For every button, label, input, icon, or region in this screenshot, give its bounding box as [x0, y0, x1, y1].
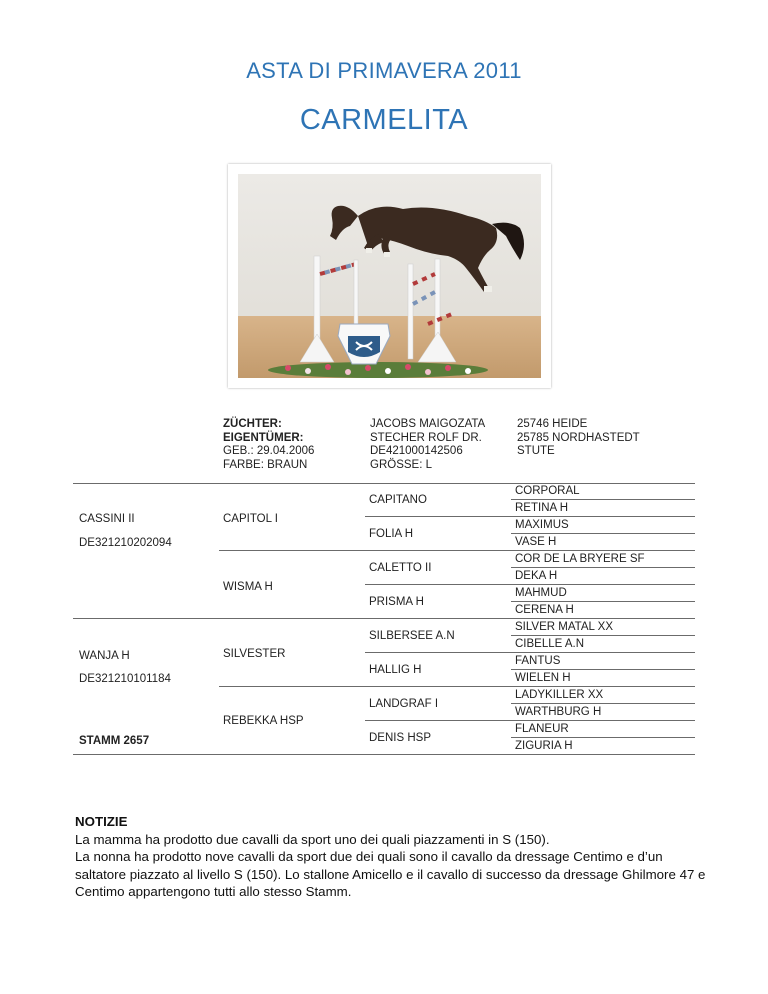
paternal-grandsire: CAPITOL I — [223, 513, 278, 525]
gen3-ancestor-7: LANDGRAF I — [369, 698, 439, 710]
gen4-ancestor-10: CIBELLE A.N — [515, 638, 585, 650]
sire-id: DE321210202094 — [79, 537, 172, 549]
pedigree-border-bottom — [73, 754, 695, 755]
gen4-ancestor-4: VASE H — [515, 536, 557, 548]
dam-id: DE321210101184 — [79, 673, 171, 685]
owner-name: STECHER ROLF DR. — [370, 431, 482, 444]
sex-label: STUTE — [517, 445, 555, 457]
notes-section — [75, 813, 715, 901]
maternal-grandsire: SILVESTER — [223, 648, 286, 660]
pedigree-divider-eighth — [365, 720, 695, 721]
gen4-ancestor-3: MAXIMUS — [515, 519, 569, 531]
pedigree-divider-eighth — [365, 652, 695, 653]
paternal-granddam: WISMA H — [223, 581, 273, 593]
gen4-ancestor-1: CORPORAL — [515, 485, 580, 497]
pedigree-divider-sixteenth — [511, 567, 695, 568]
pedigree-divider-half — [73, 618, 695, 619]
owner-location: 25785 NORDHASTEDT — [517, 431, 640, 444]
gen4-ancestor-7: MAHMUD — [515, 587, 567, 599]
pedigree-divider-sixteenth — [511, 703, 695, 704]
gen3-ancestor-8: DENIS HSP — [369, 732, 431, 744]
gen3-ancestor-4: PRISMA H — [369, 596, 424, 608]
maternal-granddam: REBEKKA HSP — [223, 715, 304, 727]
notes-paragraph-1: La mamma ha prodotto due cavalli da sport uno dei quali piazzamenti in S (150). — [75, 831, 550, 847]
pedigree-divider-eighth — [365, 516, 695, 517]
info-names — [370, 418, 485, 472]
gen4-ancestor-5: COR DE LA BRYERE SF — [515, 553, 645, 565]
color-label: FARBE: BRAUN — [223, 458, 308, 471]
breeder-name: JACOBS MAIGOZATA — [370, 418, 486, 430]
pedigree-divider-sixteenth — [511, 533, 695, 534]
breeder-location: 25746 HEIDE — [517, 418, 588, 430]
dam-name: WANJA H — [79, 650, 130, 662]
gen4-ancestor-8: CERENA H — [515, 604, 574, 616]
info-labels — [223, 418, 314, 472]
pedigree-divider-quarter — [219, 550, 695, 551]
size-label: GRÖSSE: L — [370, 458, 432, 471]
horse-photo — [228, 164, 551, 388]
birth-date: GEB.: 29.04.2006 — [223, 445, 315, 457]
gen3-ancestor-6: HALLIG H — [369, 664, 422, 676]
auction-title: ASTA DI PRIMAVERA 2011 — [246, 58, 522, 83]
pedigree-divider-eighth — [365, 584, 695, 585]
pedigree-divider-sixteenth — [511, 635, 695, 636]
gen4-ancestor-11: FANTUS — [515, 655, 561, 667]
pedigree-divider-sixteenth — [511, 499, 695, 500]
gen3-ancestor-3: CALETTO II — [369, 562, 432, 574]
stamm-label: STAMM 2657 — [79, 735, 150, 747]
gen3-ancestor-1: CAPITANO — [369, 494, 427, 506]
pedigree-divider-quarter — [219, 686, 695, 687]
pedigree-border-top — [73, 483, 695, 484]
pedigree-divider-sixteenth — [511, 737, 695, 738]
ueln-number: DE421000142506 — [370, 445, 463, 457]
gen4-ancestor-6: DEKA H — [515, 570, 558, 582]
gen4-ancestor-15: FLANEUR — [515, 723, 569, 735]
gen3-ancestor-5: SILBERSEE A.N — [369, 630, 455, 642]
info-extra — [517, 418, 640, 459]
flower-bed — [268, 362, 488, 378]
horse-jumping-illustration — [228, 164, 551, 388]
pedigree-table — [73, 483, 695, 755]
owner-label: EIGENTÜMER: — [223, 431, 304, 444]
notes-paragraph-2: La nonna ha prodotto nove cavalli da sport due dei quali sono il cavallo da dressage Centimo e d’un saltatore piazzato al livello S (150). Lo stallone Amicello e il cavallo di successo da dressage Ghilmore 47 e Centimo appartengono tutti allo stesso Stamm. — [75, 849, 706, 899]
gen4-ancestor-9: SILVER MATAL XX — [515, 621, 613, 633]
gen3-ancestor-2: FOLIA H — [369, 528, 414, 540]
gen4-ancestor-16: ZIGURIA H — [515, 740, 573, 752]
sire-name: CASSINI II — [79, 513, 135, 525]
gen4-ancestor-14: WARTHBURG H — [515, 706, 602, 718]
breeder-label: ZÜCHTER: — [223, 418, 282, 430]
horse-name-title: CARMELITA — [299, 104, 469, 136]
pedigree-divider-sixteenth — [511, 669, 695, 670]
gen4-ancestor-2: RETINA H — [515, 502, 569, 514]
gen4-ancestor-13: LADYKILLER XX — [515, 689, 604, 701]
pedigree-divider-sixteenth — [511, 601, 695, 602]
notes-heading: NOTIZIE — [75, 814, 128, 829]
gen4-ancestor-12: WIELEN H — [515, 672, 571, 684]
